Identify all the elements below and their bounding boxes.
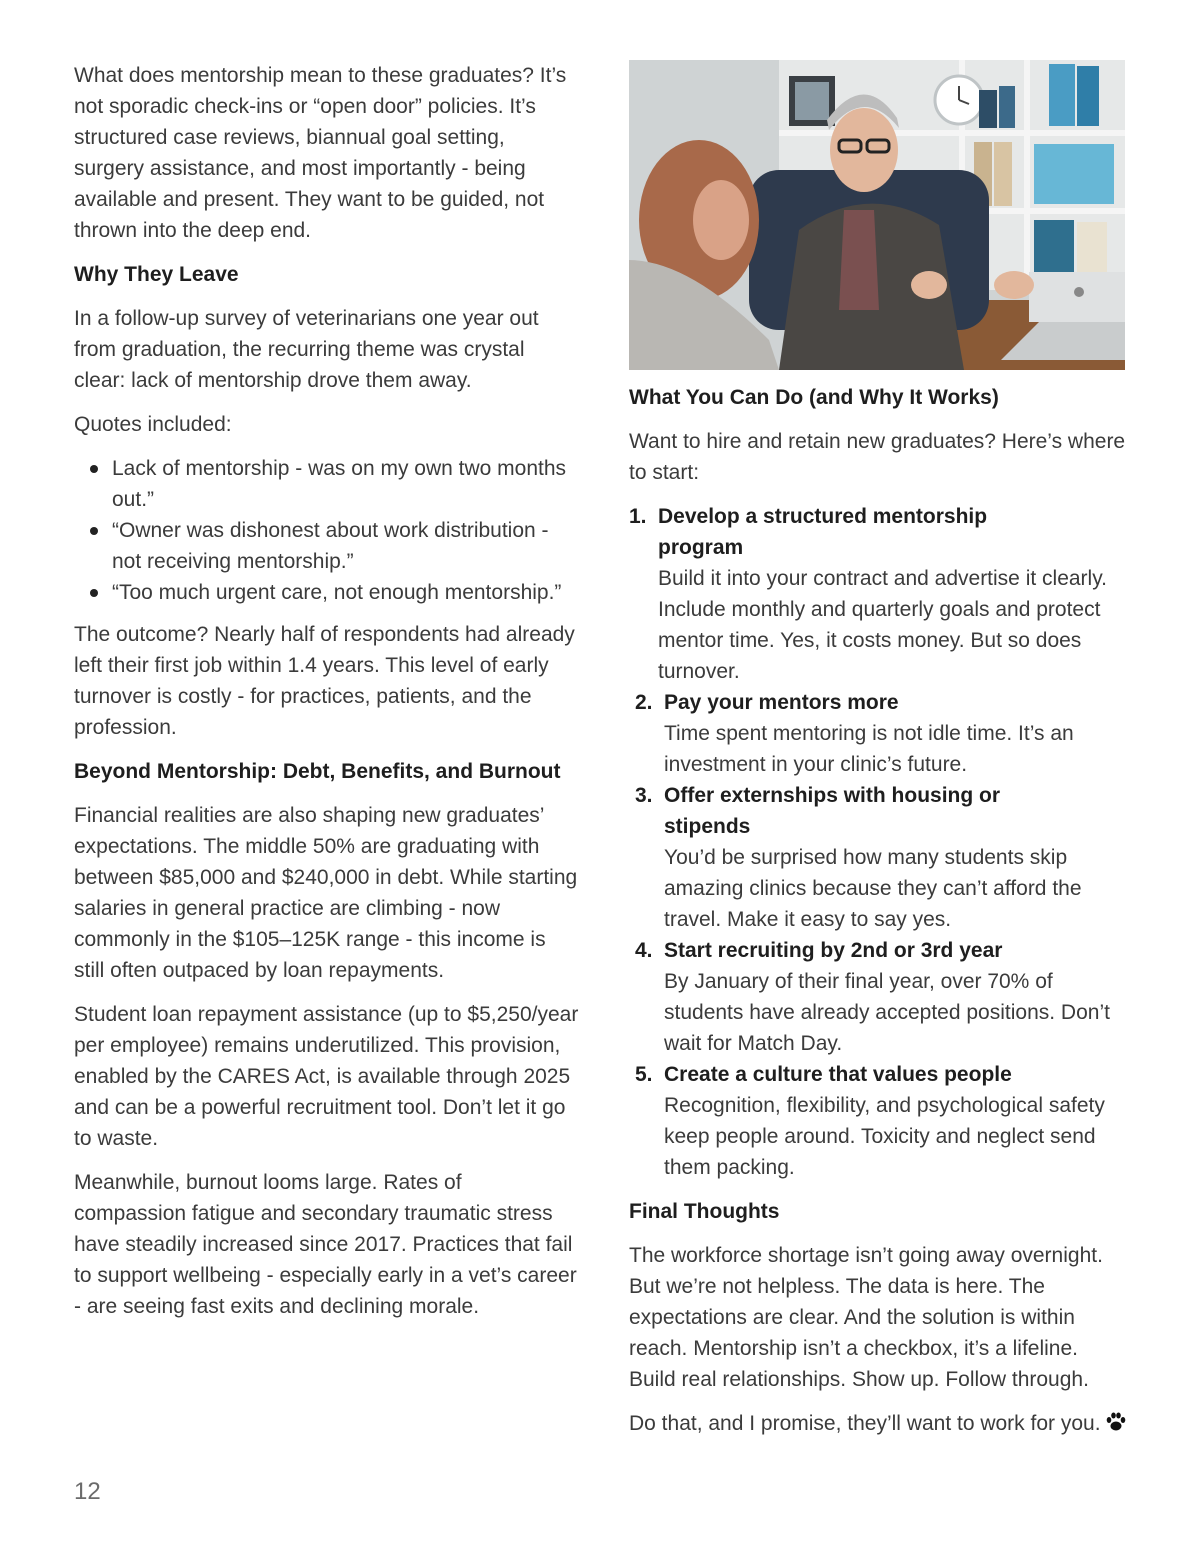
step-title: Start recruiting by 2nd or 3rd year bbox=[664, 939, 1003, 962]
page-number: 12 bbox=[74, 1478, 101, 1505]
paw-print-icon bbox=[1105, 1411, 1127, 1442]
intro-paragraph: What does mentorship mean to these graduates? It’s not sporadic check-ins or “open door” policies. It’s structured case reviews, biannual goal setting, surgery assistance, and most importantly - being available and present. They want to be guided, not thrown into the deep end. bbox=[74, 64, 567, 242]
beyond-mentorship-heading: Beyond Mentorship: Debt, Benefits, and Burnout bbox=[74, 760, 561, 783]
list-item bbox=[629, 935, 1129, 1059]
list-item bbox=[629, 780, 1129, 935]
list-item: “Too much urgent care, not enough mentorship.” bbox=[74, 577, 579, 608]
step-body: You’d be surprised how many students skip amazing clinics because they can’t afford the travel. Make it easy to say yes. bbox=[664, 846, 1082, 931]
step-title-continued: stipends bbox=[664, 815, 751, 838]
step-number: 2. bbox=[635, 691, 653, 714]
step-title: Pay your mentors more bbox=[664, 691, 899, 714]
office-scene-illustration bbox=[629, 60, 1125, 370]
step-number: 3. bbox=[635, 784, 653, 807]
steps-list bbox=[629, 501, 1129, 1183]
final-thoughts-paragraph: The workforce shortage isn’t going away overnight. But we’re not helpless. The data is here. The expectations are clear. And the solution is within reach. Mentorship isn’t a checkbox, it’s a lifeline. Build real relationships. Show up. Follow through. bbox=[629, 1244, 1103, 1391]
left-column bbox=[74, 60, 579, 1335]
outcome-paragraph: The outcome? Nearly half of respondents had already left their first job within 1.4 years. This level of early turnover is costly - for practices, patients, and the profession. bbox=[74, 623, 575, 739]
quotes-list bbox=[74, 453, 579, 608]
step-body: Recognition, flexibility, and psychological safety keep people around. Toxicity and neglect send them packing. bbox=[664, 1094, 1105, 1179]
step-body: By January of their final year, over 70% of students have already accepted positions. Don’t wait for Match Day. bbox=[664, 970, 1110, 1055]
what-intro-paragraph: Want to hire and retain new graduates? Here’s where to start: bbox=[629, 430, 1126, 484]
closing-text: Do that, and I promise, they’ll want to work for you. bbox=[629, 1412, 1101, 1435]
list-item: Lack of mentorship - was on my own two months out.” bbox=[74, 453, 579, 515]
list-item bbox=[629, 687, 1129, 780]
step-title: Create a culture that values people bbox=[664, 1063, 1012, 1086]
step-title: Offer externships with housing or bbox=[664, 784, 1001, 807]
financial-paragraph: Financial realities are also shaping new graduates’ expectations. The middle 50% are graduating with between $85,000 and $240,000 in debt. While starting salaries in general practice are climbing - now commonly in the $105–125K range - this income is still often outpaced by loan repayments. bbox=[74, 804, 578, 982]
what-you-can-do-heading: What You Can Do (and Why It Works) bbox=[629, 386, 999, 409]
final-thoughts-heading: Final Thoughts bbox=[629, 1200, 780, 1223]
list-item: “Owner was dishonest about work distribution - not receiving mentorship.” bbox=[74, 515, 579, 577]
step-number: 5. bbox=[635, 1063, 653, 1086]
mentorship-photo bbox=[629, 60, 1125, 370]
step-title-continued: program bbox=[658, 536, 744, 559]
quotes-intro: Quotes included: bbox=[74, 413, 232, 436]
step-number: 1. bbox=[629, 505, 647, 528]
loan-paragraph: Student loan repayment assistance (up to $5,250/year per employee) remains underutilized. This provision, enabled by the CARES Act, is available through 2025 and can be a powerful recruitment tool. Don’t let it go to waste. bbox=[74, 1003, 579, 1150]
step-title: Develop a structured mentorship bbox=[658, 505, 988, 528]
step-number: 4. bbox=[635, 939, 653, 962]
list-item bbox=[629, 501, 1129, 687]
closing-paragraph bbox=[629, 1408, 1129, 1442]
survey-paragraph: In a follow-up survey of veterinarians one year out from graduation, the recurring theme was crystal clear: lack of mentorship drove them away. bbox=[74, 307, 539, 392]
step-body: Time spent mentoring is not idle time. It’s an investment in your clinic’s future. bbox=[664, 722, 1074, 776]
why-they-leave-heading: Why They Leave bbox=[74, 263, 239, 286]
burnout-paragraph: Meanwhile, burnout looms large. Rates of compassion fatigue and secondary traumatic stress have steadily increased since 2017. Practices that fail to support wellbeing - especially early in a vet’s career - are seeing fast exits and declining morale. bbox=[74, 1171, 577, 1318]
list-item bbox=[629, 1059, 1129, 1183]
step-body: Build it into your contract and advertise it clearly. Include monthly and quarterly goals and protect mentor time. Yes, it costs money. But so does turnover. bbox=[658, 567, 1107, 683]
right-column bbox=[629, 60, 1129, 1455]
